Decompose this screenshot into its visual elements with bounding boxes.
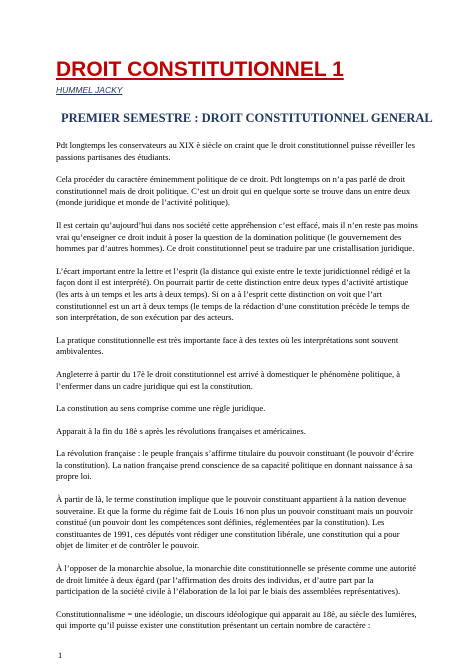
paragraph: Pdt longtemps les conservateurs au XIX è siècle on craint que le droit constitutionnel puisse réveiller les passions partisanes des étudiants. — [56, 140, 415, 162]
paragraph: À l’opposer de la monarchie absolue, la monarchie dite constitutionnelle se présente comme une autorité de droit limitée à deux égard (par l’affirmation des droits des individus, et d’autre part par la participation de la société civile à l’élaboration de la loi par le biais des assemblées représentatives). — [56, 563, 417, 597]
paragraph: La pratique constitutionnelle est très importante face à des textes où les interprétations sont souvent ambivalentes. — [56, 334, 399, 357]
paragraph: Apparait à la fin du 18è s après les révolutions françaises et américaines. — [56, 425, 306, 436]
document-title: DROIT CONSTITUTIONNEL 1 — [56, 58, 344, 81]
paragraph: Angleterre à partir du 17è le droit constitutionnel est arrivé à domestiquer le phénomène politique, à l’enfermer dans un cadre juridique qui est la constitution. — [56, 368, 401, 391]
page-number: 1 — [58, 650, 63, 660]
paragraph: La révolution française : le peuple français s’affirme titulaire du pouvoir constituant (le pouvoir d’écrire la constitution). La nation française prend conscience de sa capacité politique en donnant naissance à sa propre loi. — [56, 448, 414, 482]
paragraph: À partir de là, le terme constitution implique que le pouvoir constituant appartient à la nation devenue souveraine. Et que la forme du régime fait de Louis 16 non plus un pouvoir constituant mais un pouvoir constitué (un pouvoir dont les compétences sont définies, réglementées par la constitution). Les constituantes de 1991, ces députés vont rédiger une constitution libérale, une constitution qui a pour objet de limiter et de contrôler le pouvoir. — [56, 494, 413, 551]
paragraph: Cela procéder du caractère éminemment politique de ce droit. Pdt longtemps on n’a pas parlé de droit constitutionnel mais de droit politique. C’est un droit qui en quelque sorte se trouve dans un entre deux (monde juridique et monde de l’activité politique). — [56, 174, 411, 208]
paragraph: Constitutionnalisme = une idéologie, un discours idéologique qui apparait au 18è, au siècle des lumières, qui importe qu’il puisse exister une constitution présentant un certain nombre de caractère : — [56, 608, 417, 631]
paragraph: La constitution au sens comprise comme une règle juridique. — [56, 403, 266, 414]
document-body — [56, 140, 418, 632]
paragraph: L’écart important entre la lettre et l’esprit (la distance qui existe entre le texte juridictionnel rédigé et la façon dont il est interprété). On pourrait partir de cette distinction entre deux types d’activité artistique (les arts à un temps et les arts à deux temps). Si on a à l’esprit cette distinction on voit que l’art constitutionnel est un art à deux temps (le temps de la rédaction d’une constitution précède le temps de son interprétation, de son exécution par des acteurs. — [56, 265, 411, 323]
section-heading: PREMIER SEMESTRE : DROIT CONSTITUTIONNEL GENERAL — [61, 111, 433, 125]
document-author: HUMMEL JACKY — [56, 85, 123, 95]
paragraph: Il est certain qu’aujourd’hui dans nos société cette appréhension c’est effacé, mais il n’en reste pas moins vrai qu’enseigner ce droit induit à poser la question de la domination politique (le gouvernement des hommes par d’autres hommes). Ce droit constitutionnel peut se traduire par une cristallisation juridique. — [56, 219, 418, 254]
